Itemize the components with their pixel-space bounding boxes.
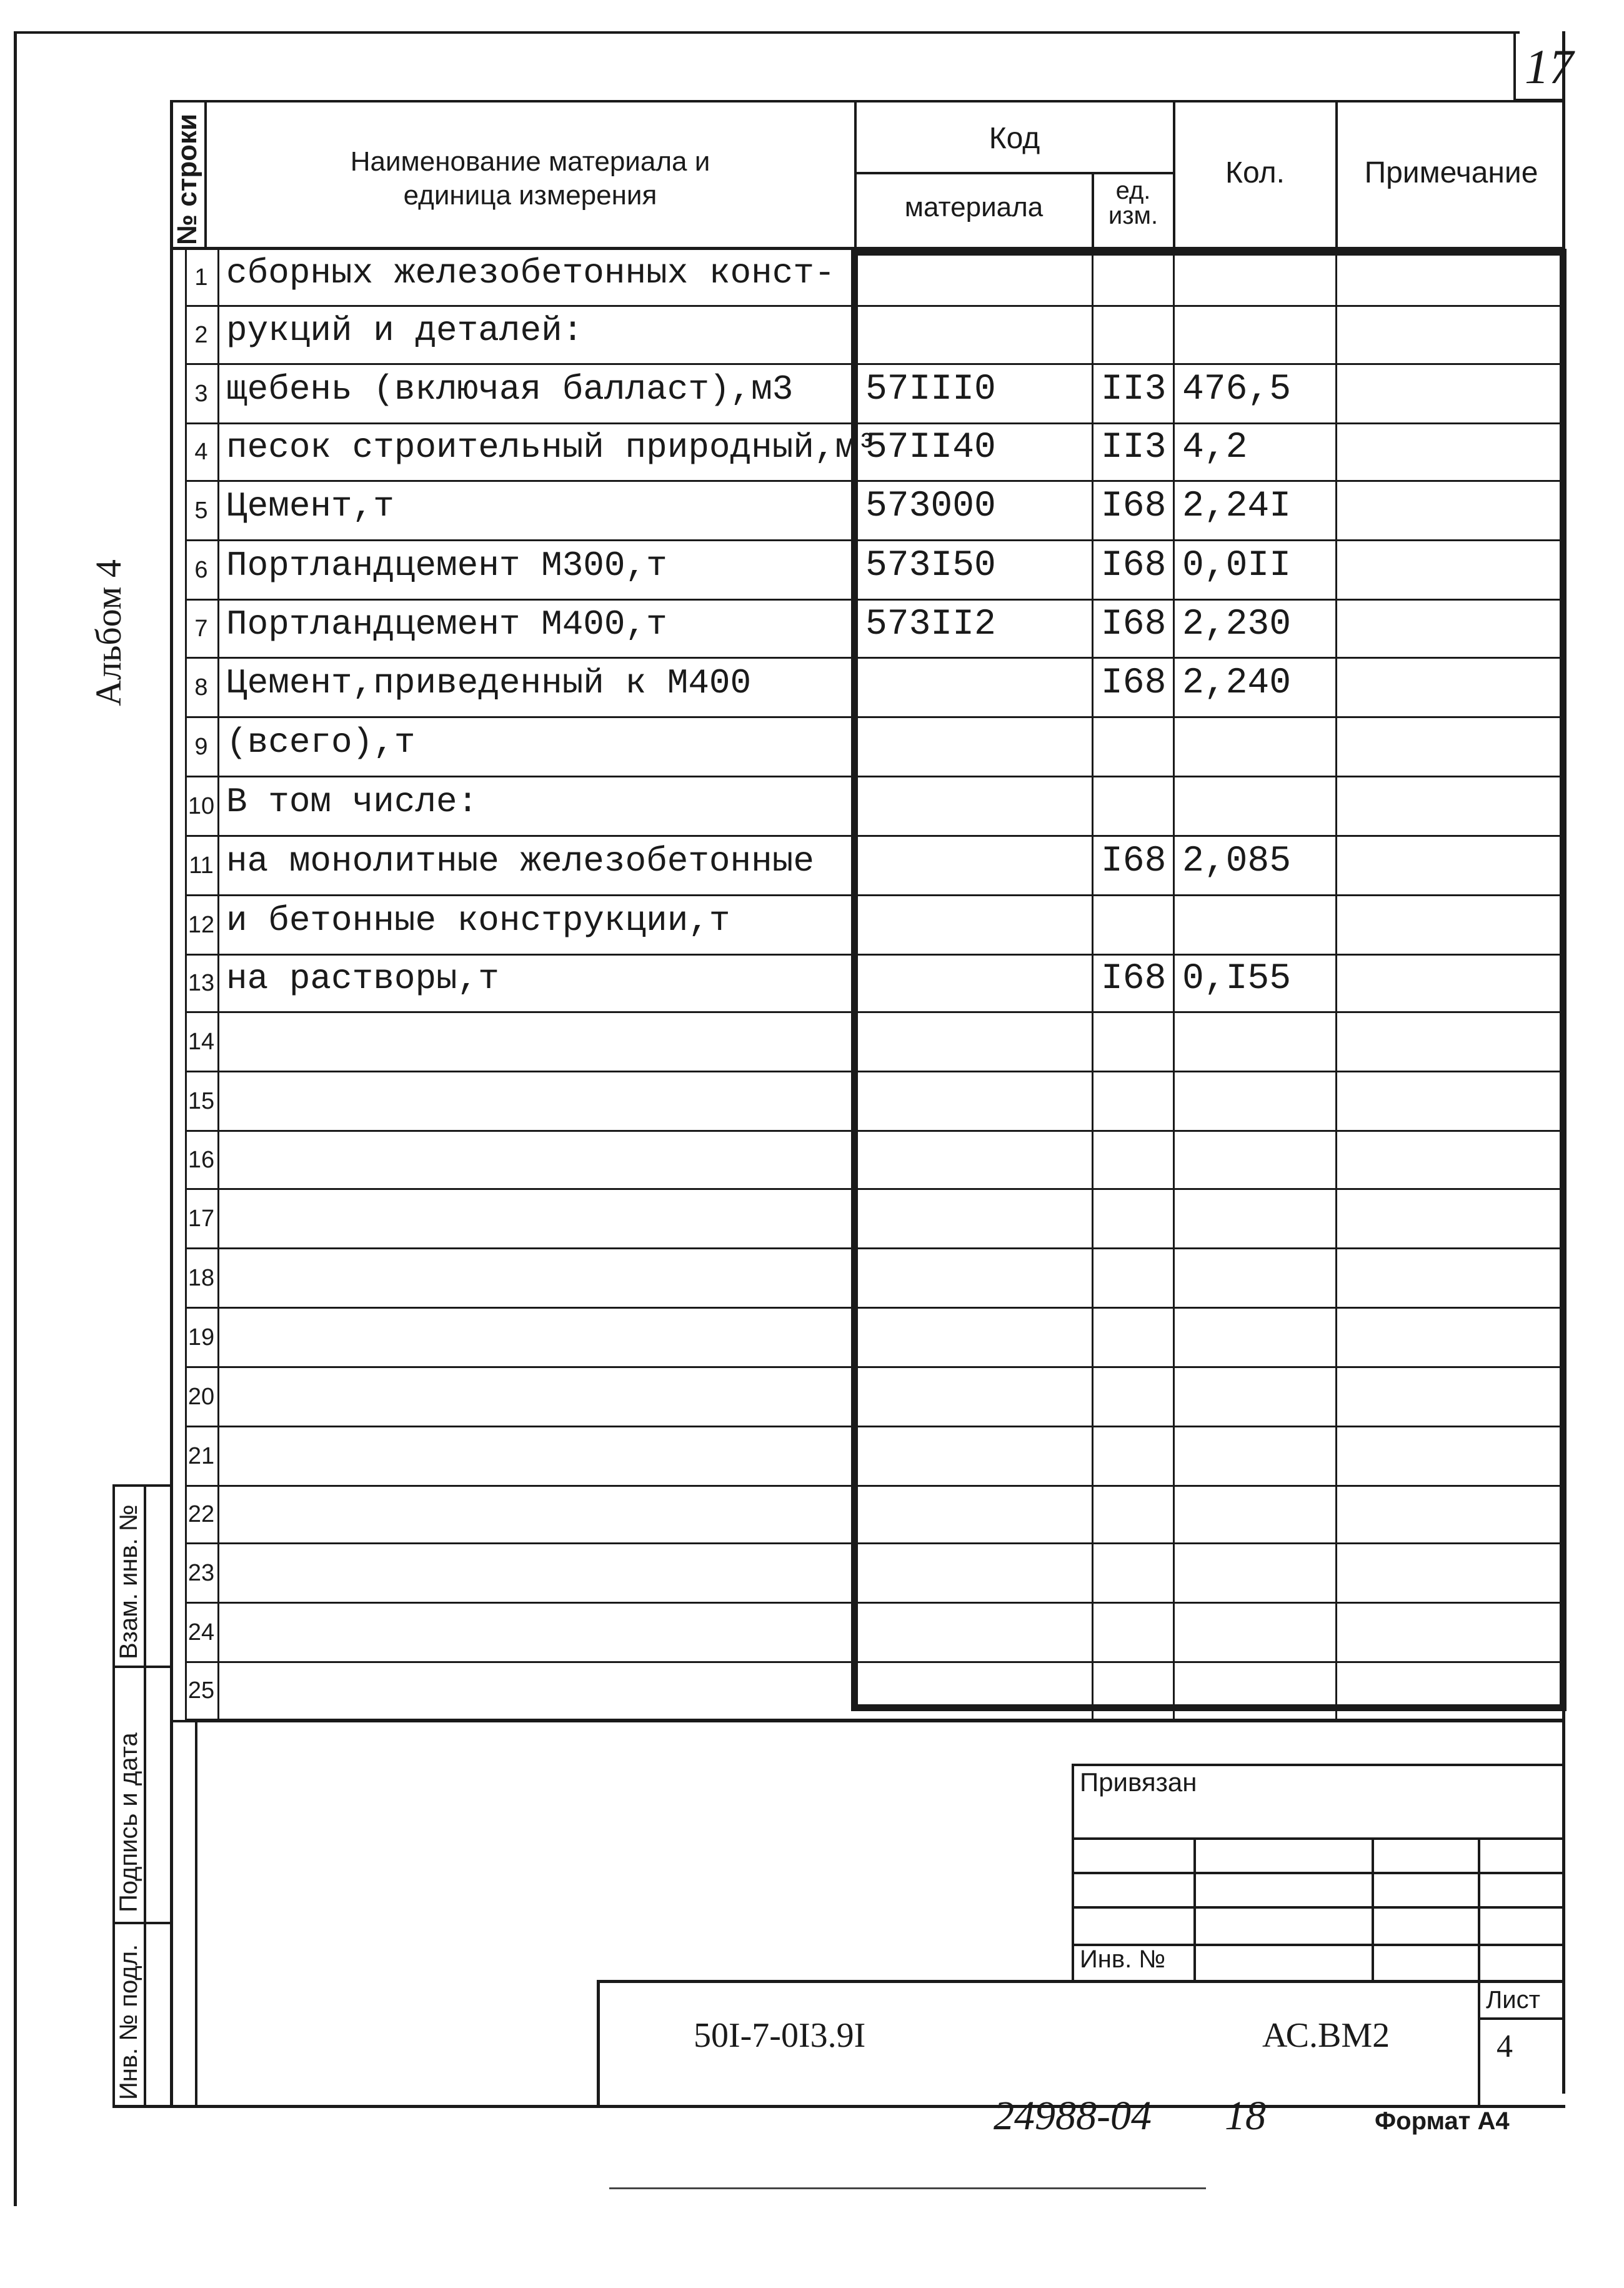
cell-qty: 0,I55 <box>1182 959 1292 999</box>
handwritten-inventory-number: 24988-04 <box>994 2093 1152 2139</box>
cell-name: В том числе: <box>226 781 479 822</box>
label-inv-podl: Инв. № подл. <box>115 1944 142 2100</box>
row-number: 20 <box>187 1383 215 1410</box>
privyazan-col2 <box>1372 1837 1374 1982</box>
album-label: Альбом 4 <box>88 559 129 706</box>
doc-code: 50I-7-0I3.9I <box>694 2016 866 2055</box>
cell-code: 57III0 <box>865 369 996 410</box>
table-left-line <box>170 100 173 2106</box>
row-number: 17 <box>187 1205 215 1232</box>
cell-name: Цемент,т <box>226 486 394 526</box>
table-left-lower <box>195 1720 197 2105</box>
table-bottom-line <box>170 1720 1565 1722</box>
cell-qty: 476,5 <box>1182 369 1292 410</box>
page-number: 17 <box>1525 39 1573 94</box>
row-number: 23 <box>187 1559 215 1586</box>
privyazan-line2 <box>1072 1872 1565 1874</box>
cell-code: 573I50 <box>865 545 996 586</box>
header-name <box>206 145 854 212</box>
row-number: 13 <box>187 970 215 996</box>
cell-name: рукций и деталей: <box>226 310 584 351</box>
privyazan-line1 <box>1072 1837 1565 1840</box>
privyazan-col1 <box>1193 1837 1196 1982</box>
side-stamp-sep2 <box>112 1922 172 1924</box>
cell-name: сборных железобетонных конст- <box>226 253 835 293</box>
col-line-name <box>217 249 219 1720</box>
footer-rule <box>609 2187 1206 2189</box>
title-block-sheet-sep <box>1478 2017 1565 2020</box>
cell-qty: 2,240 <box>1182 662 1292 704</box>
row-number: 9 <box>194 733 208 760</box>
title-block-left <box>597 1980 600 2105</box>
row-number: 19 <box>187 1324 215 1351</box>
sheet-label: Лист <box>1486 1986 1540 2014</box>
privyazan-top <box>1072 1764 1565 1766</box>
row-number: 1 <box>194 264 208 291</box>
side-stamp-sep1 <box>112 1666 172 1668</box>
cell-name: на монолитные железобетонные <box>226 841 814 881</box>
header-qty: Кол. <box>1225 156 1285 189</box>
cell-name: (всего),т <box>226 722 416 762</box>
sheet-code: АС.ВМ2 <box>1262 2016 1390 2055</box>
side-stamp-top <box>112 1484 172 1487</box>
bold-data-frame <box>851 249 1567 1711</box>
row-number: 3 <box>194 380 208 407</box>
cell-unit: II3 <box>1101 369 1167 410</box>
side-stamp-bottom <box>112 2105 1565 2108</box>
row-number: 14 <box>187 1028 215 1055</box>
label-podpis-data: Подпись и дата <box>115 1732 142 1912</box>
title-block-sheet-left <box>1478 1980 1480 2105</box>
cell-name: песок строительный природный,м³ <box>226 427 877 467</box>
cell-qty: 4,2 <box>1182 427 1248 468</box>
cell-qty: 2,085 <box>1182 841 1292 882</box>
handwritten-number-2: 18 <box>1225 2093 1266 2139</box>
hdr-line-code-sub <box>854 172 1173 174</box>
row-number: 21 <box>187 1442 215 1469</box>
cell-name: Портландцемент М400,т <box>226 604 667 644</box>
header-material: материала <box>904 192 1044 222</box>
privyazan-inv: Инв. № <box>1080 1946 1166 1973</box>
frame-top-line <box>14 31 1520 34</box>
cell-name: и бетонные конструкции,т <box>226 900 730 941</box>
privyazan-col3 <box>1478 1837 1480 1982</box>
row-number: 8 <box>194 674 208 701</box>
row-number: 15 <box>187 1087 215 1114</box>
cell-unit: I68 <box>1101 545 1167 586</box>
row-number: 11 <box>189 852 214 879</box>
row-number: 16 <box>187 1146 215 1173</box>
sheet-number: 4 <box>1497 2029 1513 2064</box>
cell-unit: I68 <box>1101 841 1167 882</box>
cell-code: 57II40 <box>865 427 996 468</box>
cell-qty: 0,0II <box>1182 545 1292 586</box>
header-unit-line2: изм. <box>1108 202 1158 229</box>
row-number: 18 <box>187 1264 215 1291</box>
privyazan-line3 <box>1072 1906 1565 1909</box>
cell-name: на растворы,т <box>226 959 499 999</box>
cell-code: 573000 <box>865 486 996 527</box>
row-number: 22 <box>187 1501 215 1527</box>
row-number: 6 <box>194 556 208 583</box>
row-number: 2 <box>194 321 208 348</box>
header-name-line2: единица измерения <box>403 180 657 211</box>
header-row-no: № строки <box>172 113 202 245</box>
header-code: Код <box>989 122 1040 155</box>
row-number: 7 <box>194 615 208 642</box>
row-number: 10 <box>187 792 215 819</box>
table-top-line <box>170 100 1565 102</box>
col-line-rownum <box>185 249 187 1720</box>
row-number: 25 <box>187 1677 215 1704</box>
header-name-line1: Наименование материала и <box>350 146 710 177</box>
cell-unit: II3 <box>1101 427 1167 468</box>
cell-unit: I68 <box>1101 959 1167 999</box>
cell-name: Портландцемент М300,т <box>226 545 667 586</box>
cell-qty: 2,230 <box>1182 604 1292 645</box>
label-vzam-inv: Взам. инв. № <box>115 1504 142 1659</box>
header-unit-line1: ед. <box>1115 177 1151 204</box>
header-note: Примечание <box>1364 156 1538 189</box>
title-block-top <box>597 1980 1565 1983</box>
header-unit <box>1093 178 1173 228</box>
cell-name: щебень (включая балласт),м3 <box>226 369 794 409</box>
format-label: Формат А4 <box>1375 2107 1510 2135</box>
frame-page-box-left <box>1513 31 1516 100</box>
cell-unit: I68 <box>1101 486 1167 527</box>
cell-name: Цемент,приведенный к М400 <box>226 662 752 703</box>
cell-code: 573II2 <box>865 604 996 645</box>
row-number: 5 <box>194 497 208 524</box>
cell-unit: I68 <box>1101 604 1167 645</box>
row-number: 4 <box>194 439 208 465</box>
cell-unit: I68 <box>1101 662 1167 704</box>
cell-qty: 2,24I <box>1182 486 1292 527</box>
side-stamp-mid <box>144 1484 146 2106</box>
row-number: 12 <box>187 911 215 938</box>
privyazan-title: Привязан <box>1080 1767 1197 1797</box>
row-number: 24 <box>187 1619 215 1646</box>
